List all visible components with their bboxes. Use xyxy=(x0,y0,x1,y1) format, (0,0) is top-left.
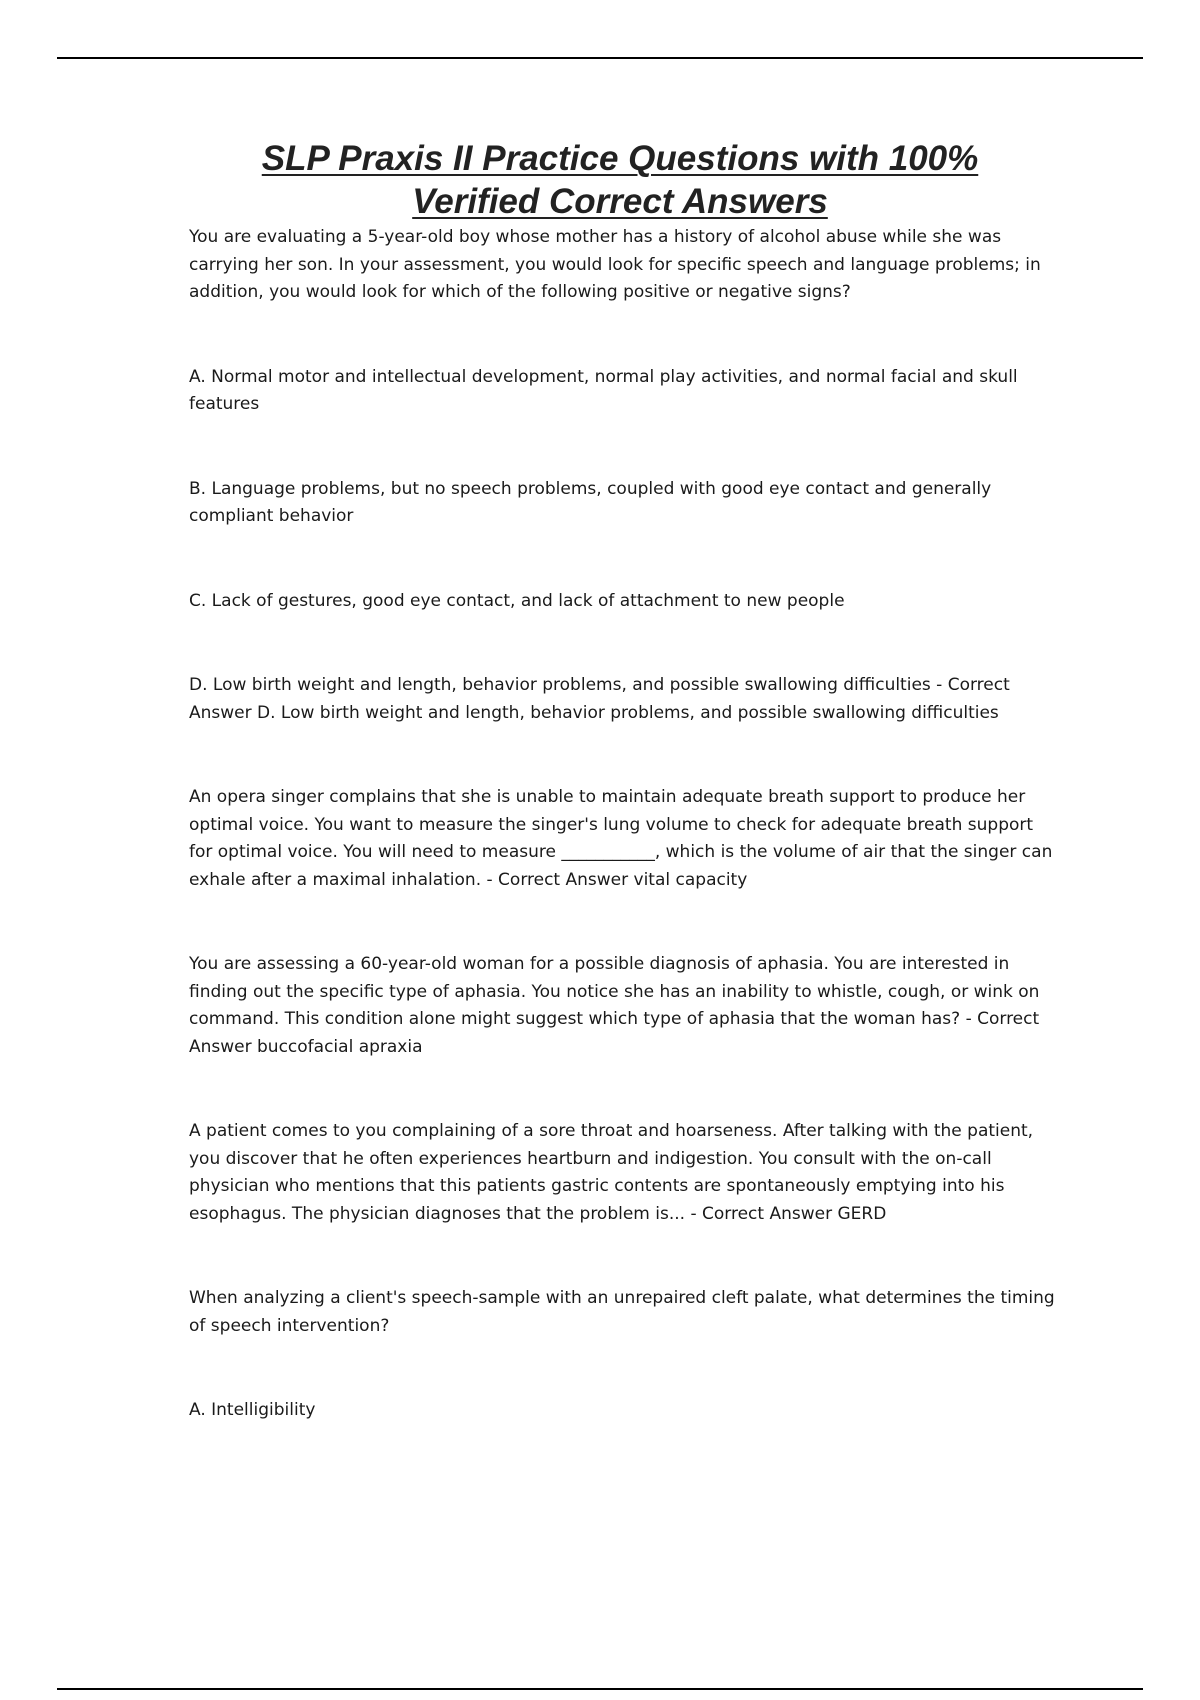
title-line-1: SLP Praxis II Practice Questions with 100% xyxy=(261,139,979,178)
question-4: A patient comes to you complaining of a sore throat and hoarseness. After talking with the patient, you discover that he often experiences heartburn and indigestion. You consult with the on-call physician who mentions that this patients gastric contents are spontaneously emptying into his esophagus. The physician diagnoses that the problem is... - Correct Answer GERD xyxy=(189,1121,1034,1224)
document-body xyxy=(189,224,1059,1482)
question-1-option-b: B. Language problems, but no speech problems, coupled with good eye contact and generally compliant behavior xyxy=(189,478,992,526)
question-1-stem: You are evaluating a 5-year-old boy whose mother has a history of alcohol abuse while she was carrying her son. In your assessment, you would look for specific speech and language problems; in addition, you would look for which of the following positive or negative signs? xyxy=(189,227,1041,302)
question-2: An opera singer complains that she is unable to maintain adequate breath support to produce her optimal voice. You want to measure the singer's lung volume to check for adequate breath support for optimal voice. You will need to measure ___________, which is the volume of air that the singer can exhale after a maximal inhalation. - Correct Answer vital capacity xyxy=(189,787,1053,890)
title-line-2: Verified Correct Answers xyxy=(412,182,828,221)
question-5-stem: When analyzing a client's speech-sample with an unrepaired cleft palate, what determines the timing of speech intervention? xyxy=(189,1288,1055,1336)
question-5-option-a: A. Intelligibility xyxy=(189,1400,316,1420)
question-1-option-d-answer: D. Low birth weight and length, behavior problems, and possible swallowing difficulties - Correct Answer D. Low birth weight and length, behavior problems, and possible swallowing difficulties xyxy=(189,675,1010,723)
question-3: You are assessing a 60-year-old woman for a possible diagnosis of aphasia. You are interested in finding out the specific type of aphasia. You notice she has an inability to whistle, cough, or wink on command. This condition alone might suggest which type of aphasia that the woman has? - Correct Answer buccofacial apraxia xyxy=(189,954,1040,1057)
top-divider xyxy=(57,57,1143,59)
question-1-option-a: A. Normal motor and intellectual development, normal play activities, and normal facial and skull features xyxy=(189,366,1018,414)
bottom-divider xyxy=(57,1688,1143,1690)
question-1-option-c: C. Lack of gestures, good eye contact, and lack of attachment to new people xyxy=(189,590,845,611)
document-title xyxy=(190,137,1050,223)
